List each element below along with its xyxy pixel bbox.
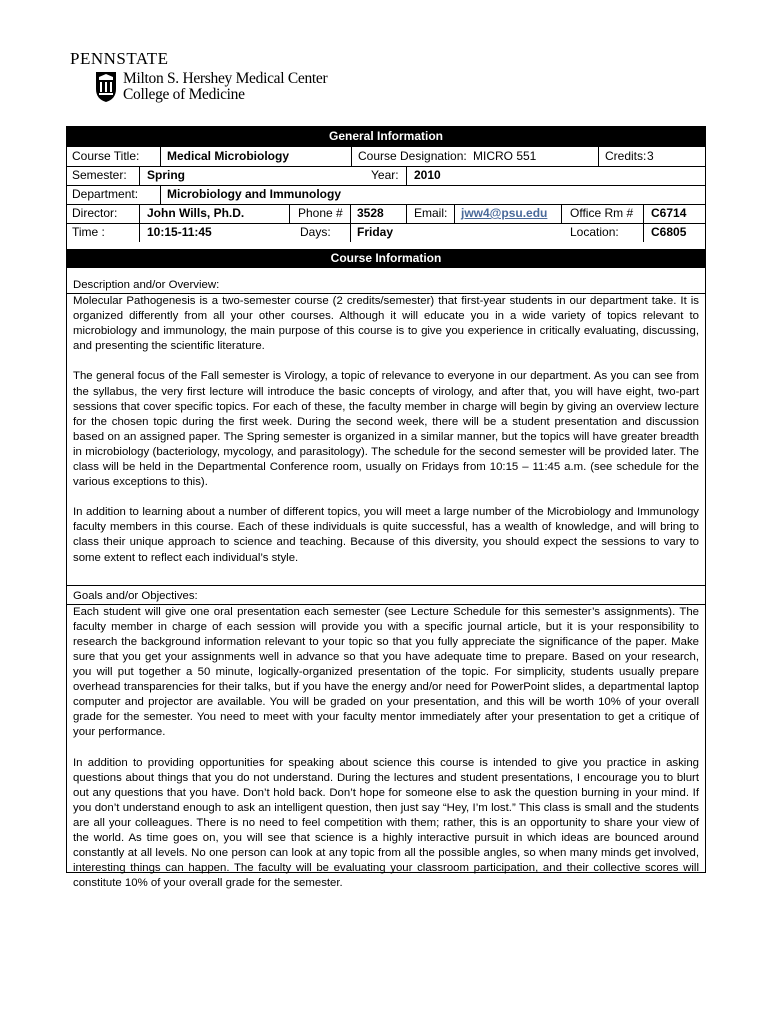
medical-center-name: Milton S. Hershey Medical Center [123, 70, 328, 87]
time-value: 10:15-11:45 [147, 225, 212, 239]
table-row [67, 204, 705, 224]
department-value: Microbiology and Immunology [167, 187, 341, 201]
table-row [67, 166, 705, 186]
college-name: College of Medicine [123, 86, 245, 103]
table-row [67, 147, 705, 167]
semester-value: Spring [147, 168, 185, 182]
description-paragraph: In addition to learning about a number of different topics, you will meet a large number of the Microbiology and Immunology faculty members in this course. Each of these individuals is quite successful, has a wealth of knowledge, and will bring to class their unique approach to science and teaching. Because of this diversity, you should expect the sessions to vary to some extent to reflect each individual’s style. [73, 506, 699, 564]
course-designation-label: Course Designation: [358, 149, 467, 163]
description-paragraph: The general focus of the Fall semester is Virology, a topic of relevance to everyone in our department. As you can see from the syllabus, the very first lecture will introduce the basic concepts of virology, and after that, you will have eight, two-part sessions that cover specific topics. For each of these, the faculty member in charge will begin by giving an overview lecture for the chosen topic during the first week. During the second week, there will be a student presentation and discussion based on an assigned paper. The Spring semester is organized in a similar manner, but the topics will have greater breadth in microbiology (bacteriology, mycology, and parasitology). The schedule for the second semester will be provided later. The class will be held in the Departmental Conference room, usually on Fridays from 10:15 – 11:45 a.m. (see schedule for the various exceptions to this). [73, 370, 699, 489]
days-value: Friday [357, 225, 394, 239]
office-value: C6714 [651, 206, 687, 220]
description-title: Description and/or Overview: [73, 279, 220, 291]
email-link[interactable]: jww4@psu.edu [461, 206, 548, 220]
course-title-value: Medical Microbiology [167, 149, 290, 163]
year-label: Year: [371, 168, 399, 182]
course-information-body [67, 278, 705, 890]
semester-label: Semester: [72, 168, 127, 182]
email-label: Email: [414, 206, 448, 220]
syllabus-form [66, 126, 706, 890]
location-label: Location: [570, 225, 619, 239]
credits-label: Credits: [605, 149, 647, 163]
location-value: C6805 [651, 225, 687, 239]
general-information-header: General Information [67, 127, 705, 146]
department-label: Department: [72, 187, 139, 201]
table-row [67, 185, 705, 205]
goals-title: Goals and/or Objectives: [73, 589, 198, 602]
course-designation-value: MICRO 551 [473, 149, 537, 163]
phone-label: Phone # [298, 206, 343, 220]
time-label: Time : [72, 225, 105, 239]
year-value: 2010 [414, 168, 441, 182]
institution-logo [70, 50, 327, 103]
credits-value: 3 [647, 149, 654, 163]
course-information-header: Course Information [67, 249, 705, 268]
general-information-table [67, 146, 705, 243]
university-name: PENNSTATE [70, 49, 169, 68]
director-label: Director: [72, 206, 118, 220]
course-title-label: Course Title: [72, 149, 140, 163]
description-paragraph: Molecular Pathogenesis is a two-semester course (2 credits/semester) that first-year students in our department take. It is organized differently from all your other courses. Although it will educate you in a wide variety of topics relevant to microbiology and immunology, the main purpose of this course is to give you experience in critically evaluating, discussing, and presenting the scientific literature. [73, 295, 699, 353]
office-label: Office Rm # [570, 206, 634, 220]
phone-value: 3528 [357, 206, 384, 220]
director-value: John Wills, Ph.D. [147, 206, 245, 220]
table-row [67, 223, 705, 242]
goals-paragraph: In addition to providing opportunities for speaking about science this course is intended to give you practice in asking questions about things that you do not understand. During the lectures and student presentations, I encourage you to blurt out any questions that you have. Don’t hold back. Don’t hope for someone else to ask the question burning in your mind. If you don’t understand enough to ask an intelligent question, then just say “Hey, I’m lost.” This class is small and the students are all your colleagues. There is no need to feel competition with them; rather, this is an opportunity to share your view of the world. As time goes on, you will see that science is a highly interactive pursuit in which ideas are bounced around constantly at all levels. No one person can look at any topic from all the possible angles, so when many minds get involved, interesting things can happen. The faculty will be evaluating your classroom participation, and their collective scores will constitute 10% of your overall grade for the semester. [73, 756, 699, 890]
penn-state-shield-icon [95, 71, 117, 103]
days-label: Days: [300, 225, 331, 239]
goals-paragraph: Each student will give one oral presentation each semester (see Lecture Schedule for this semester’s assignments). The faculty member in charge of each session will provide you with a specific journal article, but it is your responsibility to research the background information relevant to your topic so that you fully appreciate the significance of the paper. Make sure that you get your assignments well in advance so that you have adequate time to prepare. Based on your research, you will put together a 50 minute, logically-organized presentation of the topic. For simplicity, students usually prepare overhead transparencies for their talks, but if you have the energy and/or need for PowerPoint slides, a departmental laptop computer and projector are available. You will be graded on your presentation, and this will be worth 10% of your overall grade for the semester. You need to meet with your faculty mentor immediately after your presentation to get a critique of your performance. [73, 605, 699, 739]
